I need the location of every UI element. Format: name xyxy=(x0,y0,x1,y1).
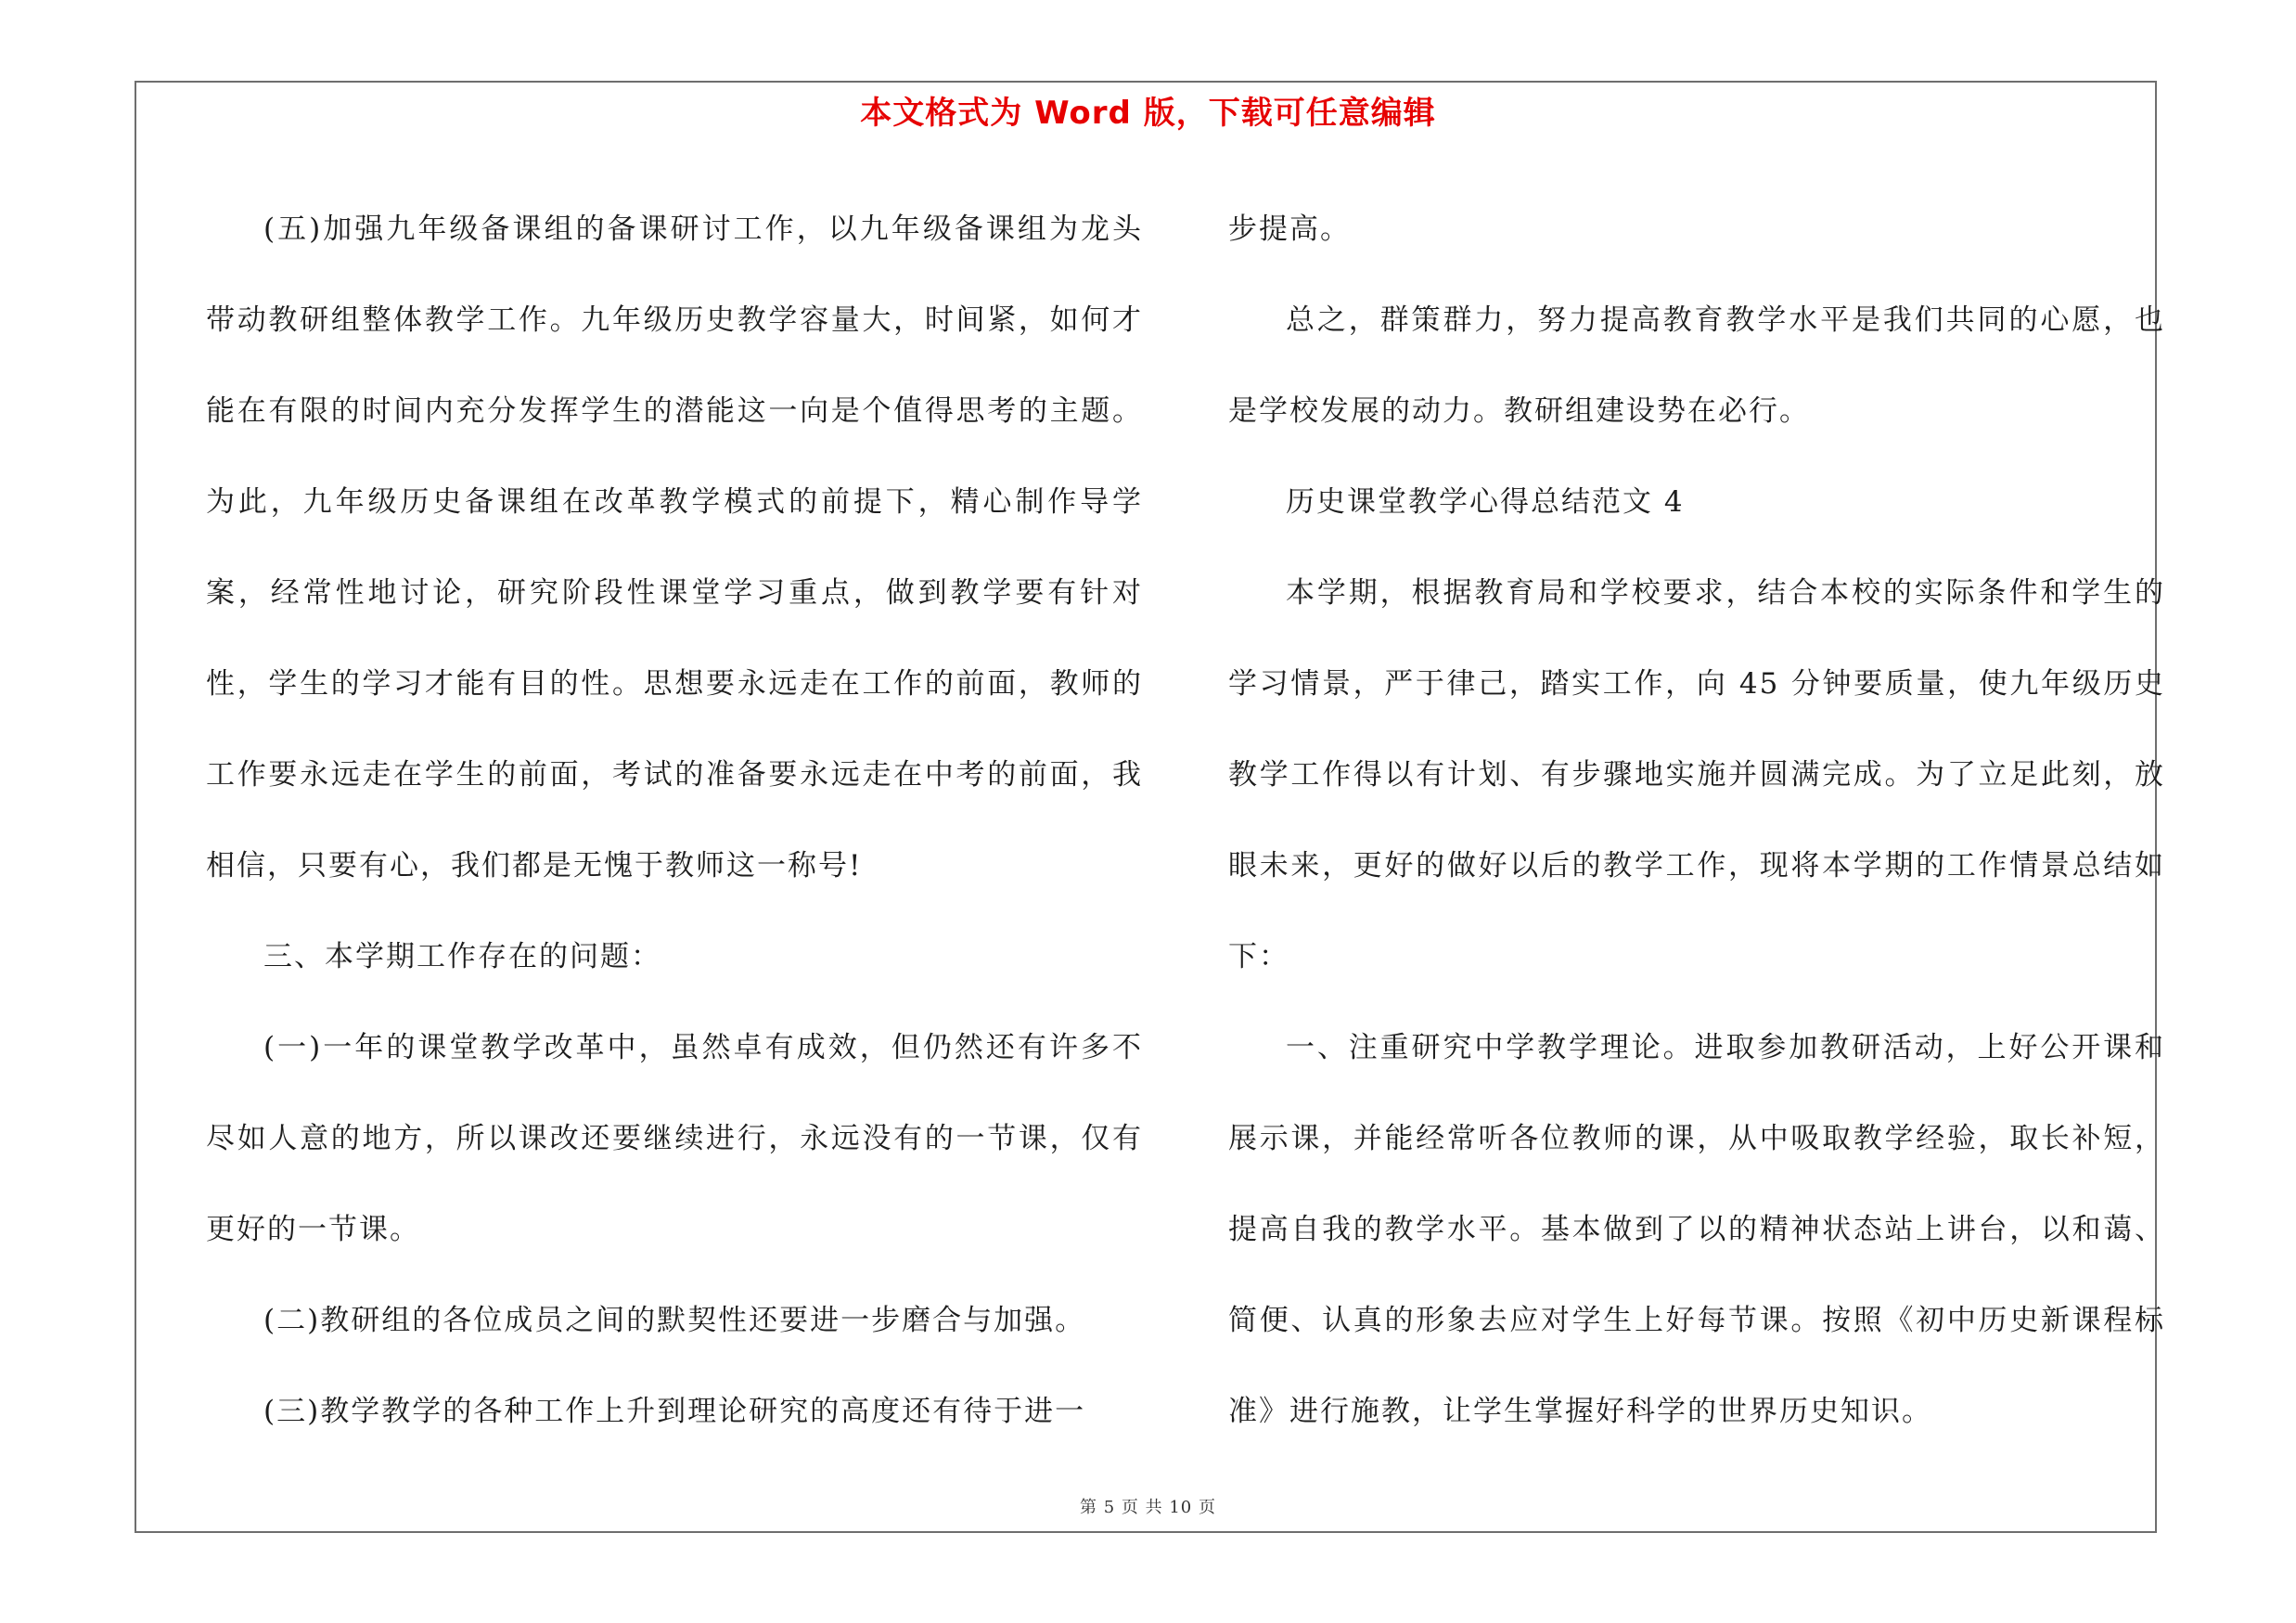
editable-format-banner: 本文格式为 Word 版，下载可任意编辑 xyxy=(860,95,1436,132)
paragraph: 本学期，根据教育局和学校要求，结合本校的实际条件和学生的学习情景，严于律己，踏实工作，向 45 分钟要质量，使九年级历史教学工作得以有计划、有步骤地实施并圆满完成。为了立足此刻，放眼未来，更好的做好以后的教学工作，现将本学期的工作情景总结如下： xyxy=(1228,576,2165,973)
paragraph: (三)教学教学的各种工作上升到理论研究的高度还有待于进一 xyxy=(263,1395,1086,1428)
paragraph: 总之，群策群力，努力提高教育教学水平是我们共同的心愿，也是学校发展的动力。教研组建设势在必行。 xyxy=(1228,303,2165,428)
left-column xyxy=(206,184,1143,1457)
section-title: 历史课堂教学心得总结范文 4 xyxy=(1286,485,1685,519)
paragraph: (一)一年的课堂教学改革中，虽然卓有成效，但仍然还有许多不尽如人意的地方，所以课改还要继续进行，永远没有的一节课，仅有更好的一节课。 xyxy=(206,1031,1143,1246)
paragraph: (五)加强九年级备课组的备课研讨工作，以九年级备课组为龙头带动教研组整体教学工作。九年级历史教学容量大，时间紧，如何才能在有限的时间内充分发挥学生的潜能这一向是个值得思考的主题。为此，九年级历史备课组在改革教学模式的前提下，精心制作导学案，经常性地讨论，研究阶段性课堂学习重点，做到教学要有针对性，学生的学习才能有目的性。思想要永远走在工作的前面，教师的工作要永远走在学生的前面，考试的准备要永远走在中考的前面，我相信，只要有心，我们都是无愧于教师这一称号! xyxy=(206,213,1143,882)
paragraph: (二)教研组的各位成员之间的默契性还要进一步磨合与加强。 xyxy=(263,1304,1086,1337)
paragraph: 一、注重研究中学教学理论。进取参加教研活动，上好公开课和展示课，并能经常听各位教师的课，从中吸取教学经验，取长补短，提高自我的教学水平。基本做到了以的精神状态站上讲台，以和蔼、简便、认真的形象去应对学生上好每节课。按照《初中历史新课程标准》进行施教，让学生掌握好科学的世界历史知识。 xyxy=(1228,1031,2165,1428)
paragraph-continuation: 步提高。 xyxy=(1228,213,1351,246)
right-column xyxy=(1228,184,2165,1457)
page-number-footer: 第 5 页 共 10 页 xyxy=(1080,1498,1216,1517)
section-heading: 三、本学期工作存在的问题： xyxy=(263,940,661,973)
